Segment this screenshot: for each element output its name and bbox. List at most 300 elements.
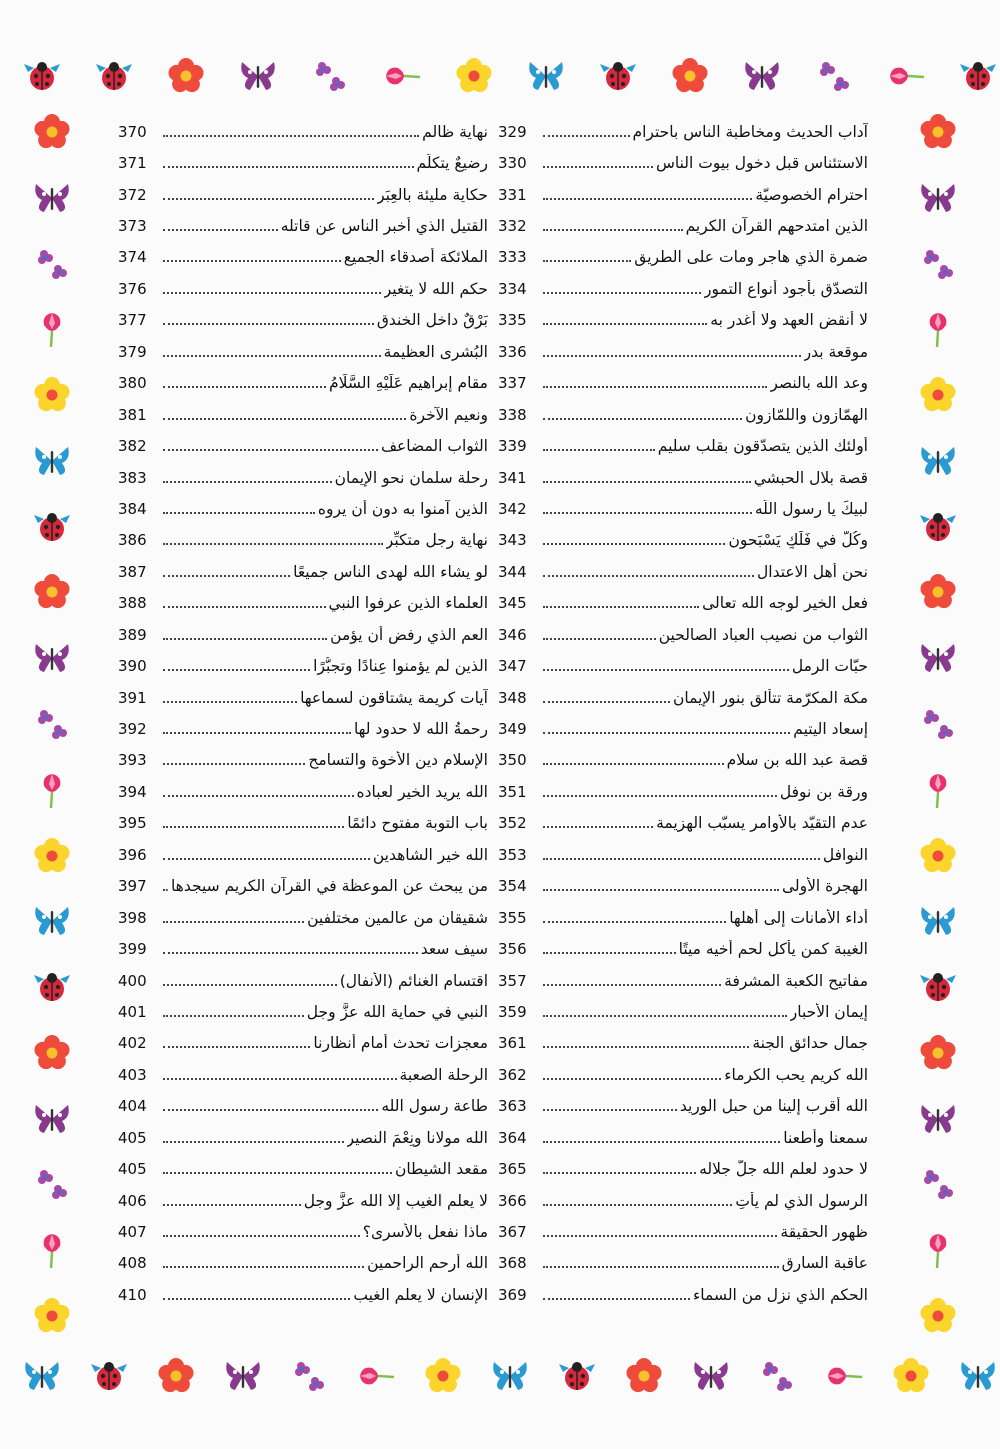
toc-entry[interactable] xyxy=(498,776,868,807)
red-flower-icon xyxy=(156,1356,196,1396)
toc-entry-title: النبي في حماية الله عزَّ وجل xyxy=(306,1002,488,1021)
toc-entry-page-number: 330 xyxy=(498,154,527,173)
toc-leader-dots xyxy=(163,984,337,986)
toc-entry-page-number: 398 xyxy=(118,908,147,927)
toc-entry-title: العم الذي رفض أن يؤمن xyxy=(330,625,488,644)
ladybug-icon xyxy=(598,56,638,96)
toc-entry[interactable] xyxy=(498,493,868,524)
toc-leader-dots xyxy=(543,512,752,514)
toc-leader-dots xyxy=(543,921,726,923)
toc-entry-page-number: 374 xyxy=(118,248,147,267)
toc-entry-page-number: 359 xyxy=(498,1002,527,1021)
toc-entry-title: آيات كريمة يشتاقون لسماعها xyxy=(300,688,488,707)
toc-entry-page-number: 386 xyxy=(118,531,147,550)
toc-leader-dots xyxy=(163,1204,301,1206)
toc-entry-title: من يبحث عن الموعظة في القرآن الكريم سيجدها xyxy=(170,877,488,896)
toc-entry-title: الذين لم يؤمنوا عِنادًا وتجبُّرًا xyxy=(313,657,488,676)
toc-entry-page-number: 377 xyxy=(118,311,147,330)
toc-leader-dots xyxy=(543,826,653,828)
toc-entry-page-number: 394 xyxy=(118,782,147,801)
toc-entry-page-number: 405 xyxy=(118,1160,147,1179)
toc-entry-page-number: 380 xyxy=(118,374,147,393)
toc-leader-dots xyxy=(163,512,315,514)
toc-entry-title: ضمرة الذي هاجر ومات على الطريق xyxy=(634,248,868,267)
toc-entry-title: عدم التقيّد بالأوامر يسبّب الهزيمة xyxy=(656,814,868,833)
blue-butterfly-icon xyxy=(32,441,72,481)
toc-entry[interactable] xyxy=(118,808,488,839)
small-flowers-icon xyxy=(289,1356,329,1396)
toc-entry-title: فعل الخير لوجه الله تعالى xyxy=(702,594,868,613)
toc-entry[interactable] xyxy=(498,619,868,650)
toc-entry-title: الرحلة الصعبة xyxy=(399,1065,488,1084)
toc-entry-page-number: 369 xyxy=(498,1285,527,1304)
toc-entry[interactable] xyxy=(118,871,488,902)
toc-entry[interactable] xyxy=(498,745,868,776)
toc-entry[interactable] xyxy=(118,1185,488,1216)
toc-leader-dots xyxy=(543,260,631,262)
toc-entry[interactable] xyxy=(118,713,488,744)
toc-entry[interactable] xyxy=(498,305,868,336)
toc-entry-page-number: 400 xyxy=(118,971,147,990)
toc-entry-title: التصدّق بأجود أنواع التمور xyxy=(704,279,868,298)
toc-entry[interactable] xyxy=(118,745,488,776)
toc-entry[interactable] xyxy=(118,933,488,964)
toc-entry-title: القتيل الذي أخبر الناس عن قاتله xyxy=(280,217,488,236)
toc-entry[interactable] xyxy=(498,902,868,933)
toc-entry-title: الله كريم يحب الكرماء xyxy=(724,1065,868,1084)
toc-entry[interactable] xyxy=(498,965,868,996)
toc-entry-title: أولئك الذين يتصدّقون بقلب سليم xyxy=(657,437,868,456)
toc-entry[interactable] xyxy=(118,116,488,147)
toc-entry-page-number: 376 xyxy=(118,279,147,298)
purple-butterfly-icon xyxy=(32,178,72,218)
toc-entry[interactable] xyxy=(498,462,868,493)
toc-entry[interactable] xyxy=(118,619,488,650)
red-flower-icon xyxy=(32,1033,72,1073)
toc-entry[interactable] xyxy=(118,965,488,996)
toc-entry-page-number: 336 xyxy=(498,342,527,361)
toc-entry[interactable] xyxy=(118,210,488,241)
toc-entry-page-number: 399 xyxy=(118,940,147,959)
toc-entry-page-number: 383 xyxy=(118,468,147,487)
toc-entry-title: الرسول الذي لم يأتِ xyxy=(735,1191,868,1210)
toc-entry[interactable] xyxy=(118,839,488,870)
purple-butterfly-icon xyxy=(32,1099,72,1139)
toc-entry[interactable] xyxy=(498,273,868,304)
toc-leader-dots xyxy=(163,826,344,828)
toc-entry-title: بَرْقٌ داخل الخندق xyxy=(376,311,488,330)
ladybug-icon xyxy=(32,967,72,1007)
blue-butterfly-icon xyxy=(958,1356,998,1396)
toc-entry[interactable] xyxy=(118,399,488,430)
toc-entry-title: رضيعٌ يتكلّم xyxy=(416,154,488,173)
toc-leader-dots xyxy=(543,575,754,577)
toc-entry-page-number: 379 xyxy=(118,342,147,361)
toc-entry[interactable] xyxy=(498,147,868,178)
toc-entry-title: حكاية مليئة بالعِبَر xyxy=(377,185,488,204)
blue-butterfly-icon xyxy=(918,901,958,941)
toc-entry-title: مفاتيح الكعبة المشرفة xyxy=(724,971,868,990)
toc-entry-page-number: 388 xyxy=(118,594,147,613)
red-flower-icon xyxy=(918,112,958,152)
toc-leader-dots xyxy=(163,1109,378,1111)
tulip-icon xyxy=(356,1356,396,1396)
toc-entry-page-number: 390 xyxy=(118,657,147,676)
toc-leader-dots xyxy=(543,481,751,483)
toc-entry-title: سيف سعد xyxy=(420,940,488,959)
toc-entry-title: الله أقرب إلينا من حبل الوريد xyxy=(679,1097,868,1116)
toc-leader-dots xyxy=(163,481,332,483)
toc-leader-dots xyxy=(543,1204,732,1206)
purple-butterfly-icon xyxy=(742,56,782,96)
toc-entry-title: حبّات الرمل xyxy=(791,657,868,676)
toc-entry-title: قصة عبد الله بن سلام xyxy=(726,751,868,770)
toc-leader-dots xyxy=(543,763,724,765)
toc-leader-dots xyxy=(543,355,801,357)
purple-butterfly-icon xyxy=(238,56,278,96)
purple-butterfly-icon xyxy=(32,638,72,678)
toc-entry[interactable] xyxy=(118,588,488,619)
tulip-icon xyxy=(886,56,926,96)
toc-entry[interactable] xyxy=(118,462,488,493)
purple-butterfly-icon xyxy=(918,638,958,678)
toc-entry[interactable] xyxy=(118,996,488,1027)
toc-leader-dots xyxy=(543,701,670,703)
toc-leader-dots xyxy=(163,386,326,388)
toc-leader-dots xyxy=(163,166,414,168)
toc-entry-title: وكُلٌّ في فَلَكٍ يَسْبَحون xyxy=(728,531,868,550)
toc-entry[interactable] xyxy=(118,1248,488,1279)
toc-entry-page-number: 334 xyxy=(498,279,527,298)
small-flowers-icon xyxy=(918,244,958,284)
toc-leader-dots xyxy=(543,638,656,640)
toc-entry[interactable] xyxy=(118,776,488,807)
toc-entry-page-number: 365 xyxy=(498,1160,527,1179)
toc-entry-page-number: 373 xyxy=(118,217,147,236)
toc-leader-dots xyxy=(163,260,341,262)
toc-entry-page-number: 345 xyxy=(498,594,527,613)
toc-entry[interactable] xyxy=(118,902,488,933)
toc-entry-page-number: 403 xyxy=(118,1065,147,1084)
toc-entry-page-number: 364 xyxy=(498,1128,527,1147)
toc-entry[interactable] xyxy=(498,430,868,461)
toc-entry-page-number: 342 xyxy=(498,499,527,518)
toc-entry[interactable] xyxy=(498,839,868,870)
toc-entry[interactable] xyxy=(118,682,488,713)
toc-entry[interactable] xyxy=(498,1248,868,1279)
red-flower-icon xyxy=(918,572,958,612)
toc-leader-dots xyxy=(543,984,721,986)
toc-entry-title: الله يريد الخير لعباده xyxy=(356,782,488,801)
toc-entry[interactable] xyxy=(118,556,488,587)
toc-entry[interactable] xyxy=(118,1279,488,1310)
toc-leader-dots xyxy=(543,889,779,891)
toc-entry-title: لا يعلم الغيب إلا الله عزَّ وجل xyxy=(303,1191,488,1210)
toc-entry[interactable] xyxy=(118,273,488,304)
toc-entry[interactable] xyxy=(498,1028,868,1059)
purple-butterfly-icon xyxy=(223,1356,263,1396)
toc-leader-dots xyxy=(163,701,297,703)
ladybug-icon xyxy=(918,507,958,547)
toc-entry[interactable] xyxy=(498,1153,868,1184)
toc-entry[interactable] xyxy=(498,368,868,399)
toc-entry[interactable] xyxy=(498,179,868,210)
red-flower-icon xyxy=(166,56,206,96)
toc-leader-dots xyxy=(543,1046,749,1048)
toc-entry[interactable] xyxy=(498,556,868,587)
toc-leader-dots xyxy=(543,323,707,325)
yellow-flower-icon xyxy=(423,1356,463,1396)
toc-entry-title: لا أنقض العهد ولا أغدر به xyxy=(710,311,868,330)
toc-entry-title: إيمان الأحبار xyxy=(789,1002,868,1021)
toc-entry-title: معجزات تحدث أمام أنظارنا xyxy=(313,1034,488,1053)
toc-entry-page-number: 338 xyxy=(498,405,527,424)
small-flowers-icon xyxy=(32,244,72,284)
toc-leader-dots xyxy=(543,135,630,137)
toc-leader-dots xyxy=(163,1172,392,1174)
toc-entry-page-number: 408 xyxy=(118,1254,147,1273)
toc-entry[interactable] xyxy=(118,179,488,210)
toc-entry-page-number: 343 xyxy=(498,531,527,550)
toc-entry[interactable] xyxy=(118,368,488,399)
toc-entry-title: مكة المكرّمة تتألق بنور الإيمان xyxy=(673,688,868,707)
toc-entry-page-number: 341 xyxy=(498,468,527,487)
toc-entry-page-number: 392 xyxy=(118,720,147,739)
toc-entry-page-number: 344 xyxy=(498,562,527,581)
toc-entry-title: وعد الله بالنصر xyxy=(770,374,868,393)
toc-entry-page-number: 346 xyxy=(498,625,527,644)
toc-entry-page-number: 329 xyxy=(498,122,527,141)
small-flowers-icon xyxy=(32,1164,72,1204)
toc-entry-title: احترام الخصوصيّة xyxy=(755,185,868,204)
toc-leader-dots xyxy=(163,418,406,420)
toc-leader-dots xyxy=(543,606,699,608)
ladybug-icon xyxy=(89,1356,129,1396)
toc-entry[interactable] xyxy=(118,305,488,336)
purple-butterfly-icon xyxy=(691,1356,731,1396)
toc-leader-dots xyxy=(543,198,752,200)
toc-entry-title: النوافل xyxy=(822,845,868,864)
toc-entry-page-number: 362 xyxy=(498,1065,527,1084)
yellow-flower-icon xyxy=(454,56,494,96)
toc-entry-title: الحكم الذي نزل من السماء xyxy=(693,1285,868,1304)
toc-entry-title: نهاية رجل متكبِّر xyxy=(385,531,488,550)
toc-entry[interactable] xyxy=(498,1059,868,1090)
toc-entry-title: عاقبة السارق xyxy=(781,1254,868,1273)
toc-leader-dots xyxy=(163,543,383,545)
red-flower-icon xyxy=(624,1356,664,1396)
toc-entry[interactable] xyxy=(498,1279,868,1310)
small-flowers-icon xyxy=(918,704,958,744)
toc-leader-dots xyxy=(543,669,789,671)
blue-butterfly-icon xyxy=(490,1356,530,1396)
toc-entry-page-number: 347 xyxy=(498,657,527,676)
toc-entry[interactable] xyxy=(118,1216,488,1247)
toc-entry-title: الذين آمنوا به دون أن يروه xyxy=(317,499,488,518)
toc-leader-dots xyxy=(543,732,790,734)
toc-entry-title: الله أرحم الراحمين xyxy=(367,1254,488,1273)
toc-entry-title: مقعد الشيطان xyxy=(394,1160,488,1179)
toc-entry[interactable] xyxy=(498,1185,868,1216)
toc-leader-dots xyxy=(543,1078,721,1080)
tulip-icon xyxy=(918,1230,958,1270)
toc-leader-dots xyxy=(163,638,327,640)
toc-entry-page-number: 331 xyxy=(498,185,527,204)
toc-entry-title: الملائكة أصدقاء الجميع xyxy=(343,248,488,267)
toc-entry[interactable] xyxy=(118,336,488,367)
toc-leader-dots xyxy=(543,1141,780,1143)
toc-entry[interactable] xyxy=(118,1028,488,1059)
toc-entry-page-number: 333 xyxy=(498,248,527,267)
toc-entry[interactable] xyxy=(498,713,868,744)
toc-leader-dots xyxy=(543,1015,787,1017)
toc-leader-dots xyxy=(543,1298,690,1300)
toc-entry-page-number: 357 xyxy=(498,971,527,990)
toc-entry[interactable] xyxy=(498,525,868,556)
blue-butterfly-icon xyxy=(918,441,958,481)
toc-column-right xyxy=(498,116,868,1311)
toc-entry-title: موقعة بدر xyxy=(803,342,868,361)
toc-leader-dots xyxy=(543,292,701,294)
toc-entry-page-number: 396 xyxy=(118,845,147,864)
toc-entry[interactable] xyxy=(118,525,488,556)
toc-entry-title: ورقة بن نوفل xyxy=(779,782,868,801)
tulip-icon xyxy=(382,56,422,96)
toc-leader-dots xyxy=(543,449,655,451)
toc-entry-page-number: 352 xyxy=(498,814,527,833)
toc-leader-dots xyxy=(163,198,374,200)
ladybug-icon xyxy=(32,507,72,547)
toc-entry-page-number: 355 xyxy=(498,908,527,927)
tulip-icon xyxy=(32,770,72,810)
toc-entry[interactable] xyxy=(498,588,868,619)
toc-entry-title: رحلة سلمان نحو الإيمان xyxy=(334,468,488,487)
toc-entry[interactable] xyxy=(118,1153,488,1184)
small-flowers-icon xyxy=(814,56,854,96)
toc-entry[interactable] xyxy=(498,210,868,241)
blue-butterfly-icon xyxy=(32,901,72,941)
toc-entry[interactable] xyxy=(498,336,868,367)
toc-entry-title: ماذا نفعل بالأسرى؟ xyxy=(362,1223,488,1242)
toc-entry-page-number: 361 xyxy=(498,1034,527,1053)
yellow-flower-icon xyxy=(918,1296,958,1336)
toc-entry-page-number: 384 xyxy=(118,499,147,518)
toc-leader-dots xyxy=(543,858,820,860)
toc-leader-dots xyxy=(163,1015,304,1017)
toc-entry-page-number: 339 xyxy=(498,437,527,456)
toc-entry[interactable] xyxy=(498,242,868,273)
toc-entry[interactable] xyxy=(118,430,488,461)
toc-entry-title: إسعاد اليتيم xyxy=(793,720,868,739)
toc-entry[interactable] xyxy=(498,1091,868,1122)
toc-leader-dots xyxy=(163,795,354,797)
yellow-flower-icon xyxy=(32,836,72,876)
toc-entry[interactable] xyxy=(498,933,868,964)
toc-entry-page-number: 406 xyxy=(118,1191,147,1210)
toc-entry-page-number: 370 xyxy=(118,122,147,141)
toc-entry-page-number: 402 xyxy=(118,1034,147,1053)
toc-entry-page-number: 349 xyxy=(498,720,527,739)
toc-entry-page-number: 410 xyxy=(118,1285,147,1304)
toc-leader-dots xyxy=(163,1141,344,1143)
toc-leader-dots xyxy=(543,418,742,420)
toc-leader-dots xyxy=(163,606,326,608)
toc-leader-dots xyxy=(163,669,310,671)
toc-entry[interactable] xyxy=(498,1122,868,1153)
toc-entry[interactable] xyxy=(498,1216,868,1247)
toc-column-left xyxy=(118,116,488,1311)
ladybug-icon xyxy=(94,56,134,96)
toc-entry[interactable] xyxy=(118,147,488,178)
blue-butterfly-icon xyxy=(526,56,566,96)
toc-entry-title: الإسلام دين الأخوة والتسامح xyxy=(308,751,488,770)
toc-entry-title: جمال حدائق الجنة xyxy=(752,1034,868,1053)
small-flowers-icon xyxy=(918,1164,958,1204)
red-flower-icon xyxy=(32,572,72,612)
tulip-icon xyxy=(918,309,958,349)
toc-entry[interactable] xyxy=(498,650,868,681)
toc-entry[interactable] xyxy=(498,871,868,902)
toc-entry-title: الله خير الشاهدين xyxy=(372,845,488,864)
toc-leader-dots xyxy=(163,763,305,765)
toc-entry[interactable] xyxy=(118,493,488,524)
toc-entry-title: نهاية ظالم xyxy=(422,122,488,141)
toc-entry[interactable] xyxy=(118,1059,488,1090)
toc-entry[interactable] xyxy=(118,1091,488,1122)
tulip-icon xyxy=(32,309,72,349)
toc-entry-page-number: 353 xyxy=(498,845,527,864)
toc-entry-title: الاستئناس قبل دخول بيوت الناس xyxy=(655,154,868,173)
toc-entry[interactable] xyxy=(118,242,488,273)
toc-entry-title: باب التوبة مفتوح دائمًا xyxy=(347,814,488,833)
toc-entry-page-number: 332 xyxy=(498,217,527,236)
ladybug-icon xyxy=(958,56,998,96)
small-flowers-icon xyxy=(310,56,350,96)
toc-entry-page-number: 404 xyxy=(118,1097,147,1116)
toc-entry-title: ظهور الحقيقة xyxy=(780,1223,868,1242)
toc-entry-page-number: 335 xyxy=(498,311,527,330)
toc-entry-title: البُشرى العظيمة xyxy=(383,342,488,361)
toc-leader-dots xyxy=(543,229,683,231)
toc-entry-page-number: 368 xyxy=(498,1254,527,1273)
toc-entry[interactable] xyxy=(498,399,868,430)
toc-entry-title: مقام إبراهيم عَلَيْهِ السَّلَامُ xyxy=(329,374,488,393)
toc-entry-title: ونعيم الآخرة xyxy=(409,405,488,424)
toc-entry-title: طاعة رسول الله xyxy=(381,1097,488,1116)
toc-entry-page-number: 401 xyxy=(118,1002,147,1021)
toc-entry[interactable] xyxy=(118,1122,488,1153)
toc-entry-title: الهمّازون واللمّازون xyxy=(745,405,868,424)
toc-entry[interactable] xyxy=(118,650,488,681)
toc-entry-title: العلماء الذين عرفوا النبي xyxy=(328,594,488,613)
toc-entry[interactable] xyxy=(498,808,868,839)
toc-entry-page-number: 391 xyxy=(118,688,147,707)
toc-entry[interactable] xyxy=(498,116,868,147)
toc-leader-dots xyxy=(543,1235,777,1237)
toc-entry-title: الغيبة كمن يأكل لحم أخيه ميتًا xyxy=(678,940,868,959)
toc-leader-dots xyxy=(543,952,676,954)
toc-entry-title: الذين امتدحهم القرآن الكريم xyxy=(685,217,868,236)
toc-entry-page-number: 395 xyxy=(118,814,147,833)
yellow-flower-icon xyxy=(918,836,958,876)
ladybug-icon xyxy=(918,967,958,1007)
red-flower-icon xyxy=(670,56,710,96)
toc-entry[interactable] xyxy=(498,682,868,713)
toc-leader-dots xyxy=(163,1235,360,1237)
toc-entry[interactable] xyxy=(498,996,868,1027)
toc-leader-dots xyxy=(543,386,767,388)
toc-entry-page-number: 372 xyxy=(118,185,147,204)
